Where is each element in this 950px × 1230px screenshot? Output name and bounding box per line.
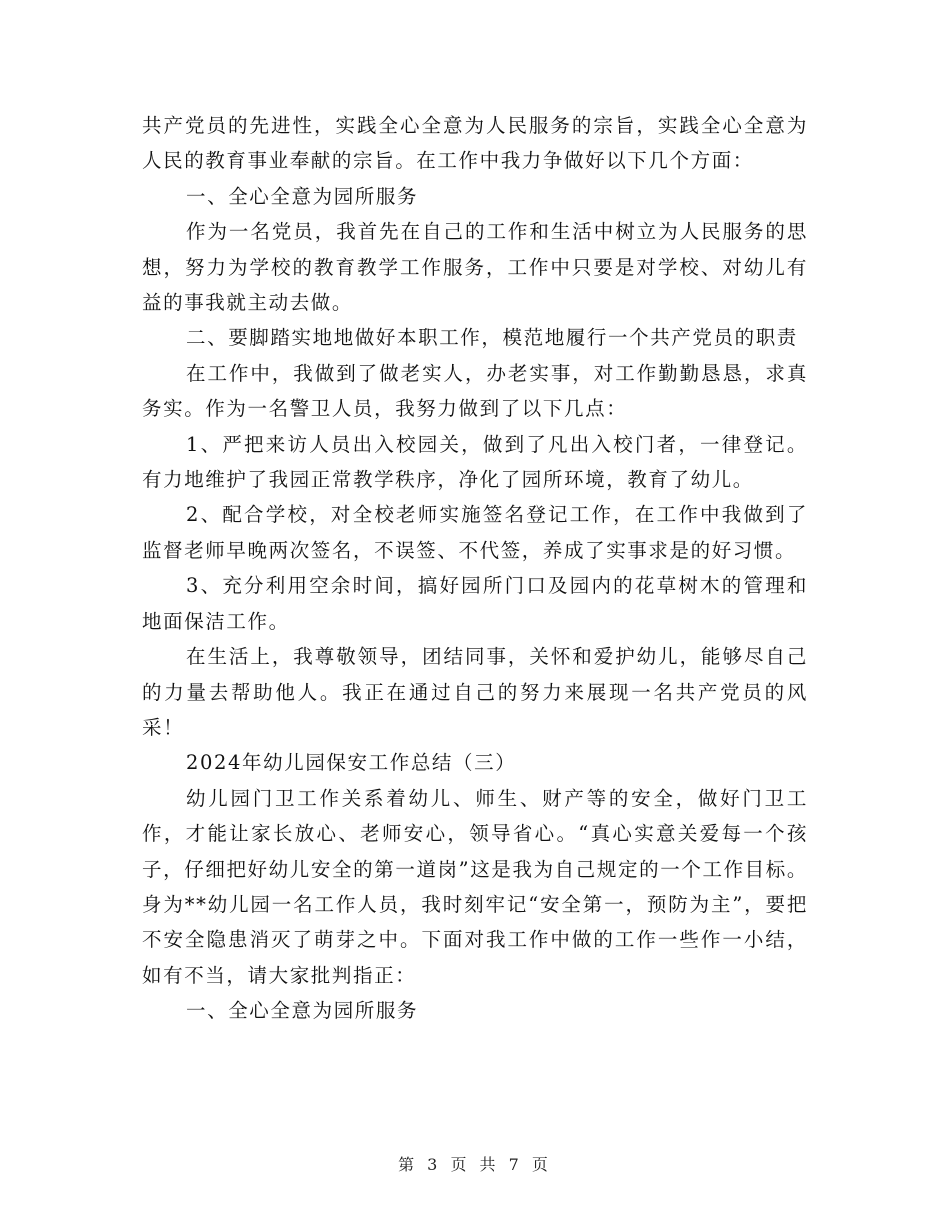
paragraph: 幼儿园门卫工作关系着幼儿、师生、财产等的安全，做好门卫工作，才能让家长放心、老师安心，领导省心。“真心实意关爱每一个孩子，仔细把好幼儿安全的第一道岗”这是我为自己规定的一个工作目标。身为**幼儿园一名工作人员，我时刻牢记“安全第一，预防为主”，要把不安全隐患消灭了萌芽之中。下面对我工作中做的工作一些作一小结，如有不当，请大家批判指正： (142, 786, 808, 987)
page-number-footer: 第 3 页 共 7 页 (398, 1155, 552, 1174)
paragraph: 作为一名党员，我首先在自己的工作和生活中树立为人民服务的思想，努力为学校的教育教学工作服务，工作中只要是对学校、对幼儿有益的事我就主动去做。 (142, 220, 808, 315)
paragraph-continuation: 共产党员的先进性，实践全心全意为人民服务的宗旨，实践全心全意为人民的教育事业奉献的宗旨。在工作中我力争做好以下几个方面： (142, 114, 808, 173)
section-heading-1: 一、全心全意为园所服务 (186, 999, 419, 1023)
paragraph: 在生活上，我尊敬领导，团结同事，关怀和爱护幼儿，能够尽自己的力量去帮助他人。我正在通过自己的努力来展现一名共产党员的风采！ (142, 645, 808, 739)
document-section-title: 2024年幼儿园保安工作总结（三） (186, 751, 517, 775)
section-heading-1: 一、全心全意为园所服务 (186, 184, 419, 208)
document-body (142, 108, 808, 1029)
list-item-1: 1、严把来访人员出入校园关，做到了凡出入校门者，一律登记。有力地维护了我园正常教学秩序，净化了园所环境，教育了幼儿。 (142, 432, 808, 492)
list-item-2: 2、配合学校，对全校老师实施签名登记工作，在工作中我做到了监督老师早晚两次签名，不误签、不代签，养成了实事求是的好习惯。 (142, 503, 808, 562)
paragraph: 在工作中，我做到了做老实人，办老实事，对工作勤勤恳恳，求真务实。作为一名警卫人员，我努力做到了以下几点： (142, 361, 808, 421)
section-heading-2: 二、要脚踏实地地做好本职工作，模范地履行一个共产党员的职责 (186, 326, 798, 350)
list-item-3: 3、充分利用空余时间，搞好园所门口及园内的花草树木的管理和地面保洁工作。 (142, 574, 808, 633)
